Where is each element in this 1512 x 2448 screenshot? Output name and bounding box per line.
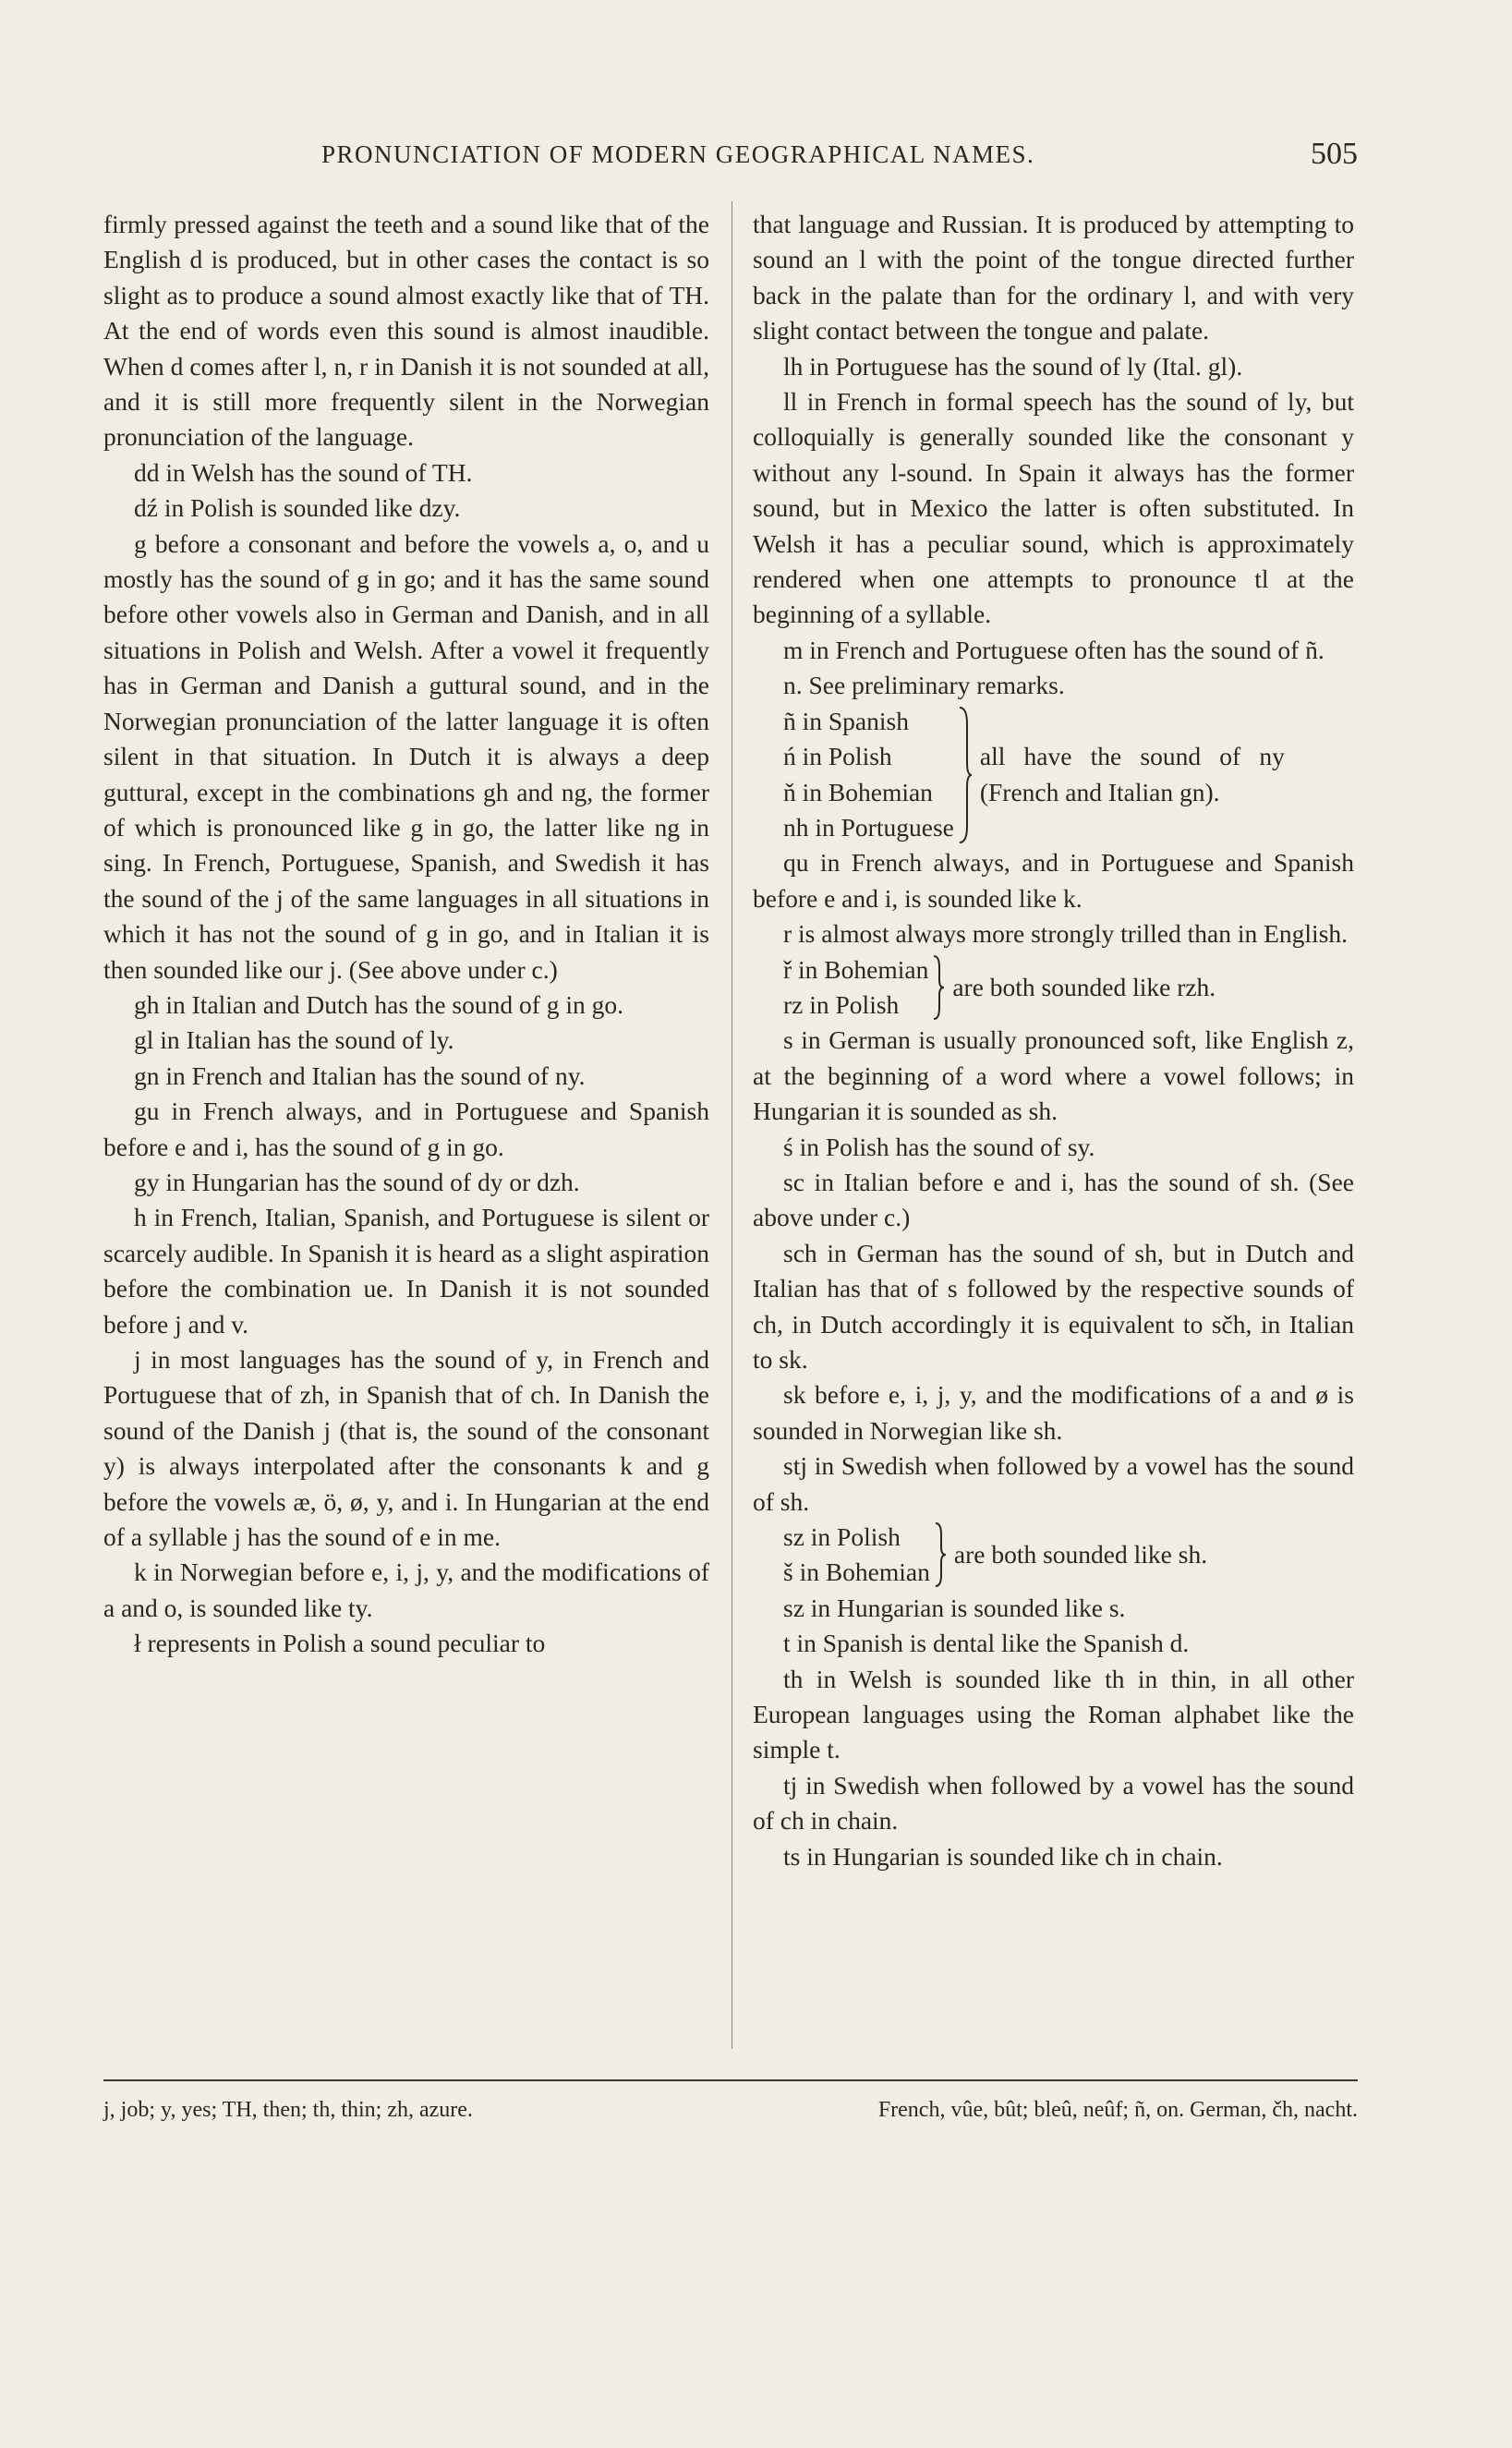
group-item: nh in Portuguese [783, 812, 954, 842]
paragraph: gl in Italian has the sound of ly. [134, 1025, 454, 1055]
group-item: ñ in Spanish [783, 706, 909, 735]
paragraph: h in French, Italian, Spanish, and Portuguese is silent or scarcely audible. In Spanish it is heard as a slight aspiration before the combination ue. In Danish it is not sounded before j and v. [103, 1203, 710, 1339]
brace-group-ny [783, 704, 1354, 846]
paragraph: ts in Hungarian is sounded like ch in chain. [783, 1841, 1223, 1871]
paragraph: gy in Hungarian has the sound of dy or dzh. [134, 1167, 580, 1196]
paragraph: th in Welsh is sounded like th in thin, in all other European languages using the Roman alphabet like the simple t. [753, 1664, 1354, 1764]
group-item: sz in Polish [783, 1522, 901, 1552]
brace-group-sh [783, 1520, 1354, 1591]
brace-group-rzh [783, 952, 1354, 1024]
paragraph: gu in French always, and in Portuguese and Spanish before e and i, has the sound of g in go. [103, 1097, 709, 1161]
paragraph: ll in French in formal speech has the sound of ly, but colloquially is generally sounded like the consonant y without any l-sound. In Spain it always has the former sound, but in Mexico the latter is often substituted. In Welsh it has a peculiar sound, which is approximately rendered when one attempts to pronounce tl at the beginning of a syllable. [753, 387, 1354, 629]
paragraph: j in most languages has the sound of y, in French and Portuguese that of zh, in Spanish that of ch. In Danish the sound of the Danish j (that is, the sound of the consonant y) is always interpolated after the consonants k and g before the vowels æ, ö, ø, y, and i. In Hungarian at the end of a syllable j has the sound of e in me. [103, 1345, 709, 1552]
curly-brace-icon [934, 1521, 947, 1588]
paragraph: sk before e, i, j, y, and the modifications of a and ø is sounded in Norwegian like sh. [753, 1380, 1354, 1445]
paragraph: sch in German has the sound of sh, but in Dutch and Italian has that of s followed by the respective sounds of ch, in Dutch accordingly it is equivalent to sčh, in Italian to sk. [753, 1238, 1354, 1374]
group-item: š in Bohemian [783, 1557, 930, 1587]
paragraph: s in German is usually pronounced soft, like English z, at the beginning of a word where a vowel follows; in Hungarian it is sounded as sh. [753, 1025, 1354, 1126]
paragraph: ł represents in Polish a sound peculiar to [134, 1629, 546, 1658]
paragraph: dd in Welsh has the sound of TH. [134, 457, 473, 487]
page-number: 505 [1311, 137, 1358, 171]
pronunciation-key-footer [103, 2098, 1358, 2123]
group-description: all have the sound of ny (French and Italian gn). [979, 742, 1285, 806]
paragraph: dź in Polish is sounded like dzy. [134, 493, 461, 523]
paragraph: sc in Italian before e and i, has the sound of sh. (See above under c.) [753, 1167, 1354, 1232]
paragraph: ś in Polish has the sound of sy. [783, 1132, 1095, 1161]
paragraph: m in French and Portuguese often has the sound of ñ. [783, 635, 1325, 664]
group-item: rz in Polish [783, 989, 900, 1019]
footer-rule [103, 2079, 1358, 2081]
footer-key-english: j, job; y, yes; TH, then; th, thin; zh, azure. [103, 2098, 473, 2122]
paragraph: k in Norwegian before e, i, j, y, and the modifications of a and o, is sounded like ty. [103, 1557, 709, 1622]
curly-brace-icon [958, 706, 973, 844]
paragraph: gn in French and Italian has the sound of ny. [134, 1060, 586, 1090]
paragraph: qu in French always, and in Portuguese and Spanish before e and i, is sounded like k. [753, 848, 1354, 913]
paragraph: g before a consonant and before the vowels a, o, and u mostly has the sound of g in go; and it has the same sound before other vowels also in German and Danish, and in all situations in Polish and Welsh. After a vowel it frequently has in German and Danish a guttural sound, and in the Norwegian pronunciation of the latter language it is often silent in that situation. In Dutch it is always a deep guttural, except in the combinations gh and ng, the former of which is pronounced like g in go, the latter like ng in sing. In French, Portuguese, Spanish, and Swedish it has the sound of the j of the same languages in all situations in which it has not the sound of g in go, and in Italian it is then sounded like our j. (See above under c.) [103, 528, 709, 984]
group-item: ń in Polish [783, 742, 892, 771]
paragraph: n. See preliminary remarks. [783, 671, 1065, 700]
paragraph: r is almost always more strongly trilled than in English. [783, 919, 1349, 949]
curly-brace-icon [932, 954, 945, 1021]
paragraph: stj in Swedish when followed by a vowel has the sound of sh. [753, 1451, 1354, 1516]
page-title: PRONUNCIATION OF MODERN GEOGRAPHICAL NAMES. [321, 140, 1035, 168]
footer-key-foreign: French, vûe, bût; bleû, neûf; ñ, on. German, čh, nacht. [877, 2098, 1358, 2122]
right-column [753, 207, 1354, 1874]
paragraph: gh in Italian and Dutch has the sound of g in go. [134, 989, 624, 1019]
group-item: ň in Bohemian [783, 777, 933, 806]
group-description: are both sounded like rzh. [952, 972, 1216, 1001]
group-description: are both sounded like sh. [953, 1540, 1208, 1569]
paragraph: that language and Russian. It is produced by attempting to sound an l with the point of the tongue directed further back in the palate than for the ordinary l, and with very slight contact between the tongue and palate. [753, 210, 1354, 345]
paragraph: sz in Hungarian is sounded like s. [783, 1593, 1126, 1622]
paragraph: firmly pressed against the teeth and a sound like that of the English d is produced, but in other cases the contact is so slight as to produce a sound almost exactly like that of TH. At the end of words even this sound is almost inaudible. When d comes after l, n, r in Danish it is not sounded at all, and it is still more frequently silent in the Norwegian pronunciation of the language. [103, 210, 709, 452]
left-column [103, 207, 709, 1662]
running-header [103, 137, 1358, 177]
group-item: ř in Bohemian [783, 954, 929, 984]
paragraph: tj in Swedish when followed by a vowel has the sound of ch in chain. [753, 1770, 1354, 1836]
paragraph: t in Spanish is dental like the Spanish d. [783, 1629, 1190, 1658]
paragraph: lh in Portuguese has the sound of ly (Ital. gl). [783, 351, 1243, 381]
